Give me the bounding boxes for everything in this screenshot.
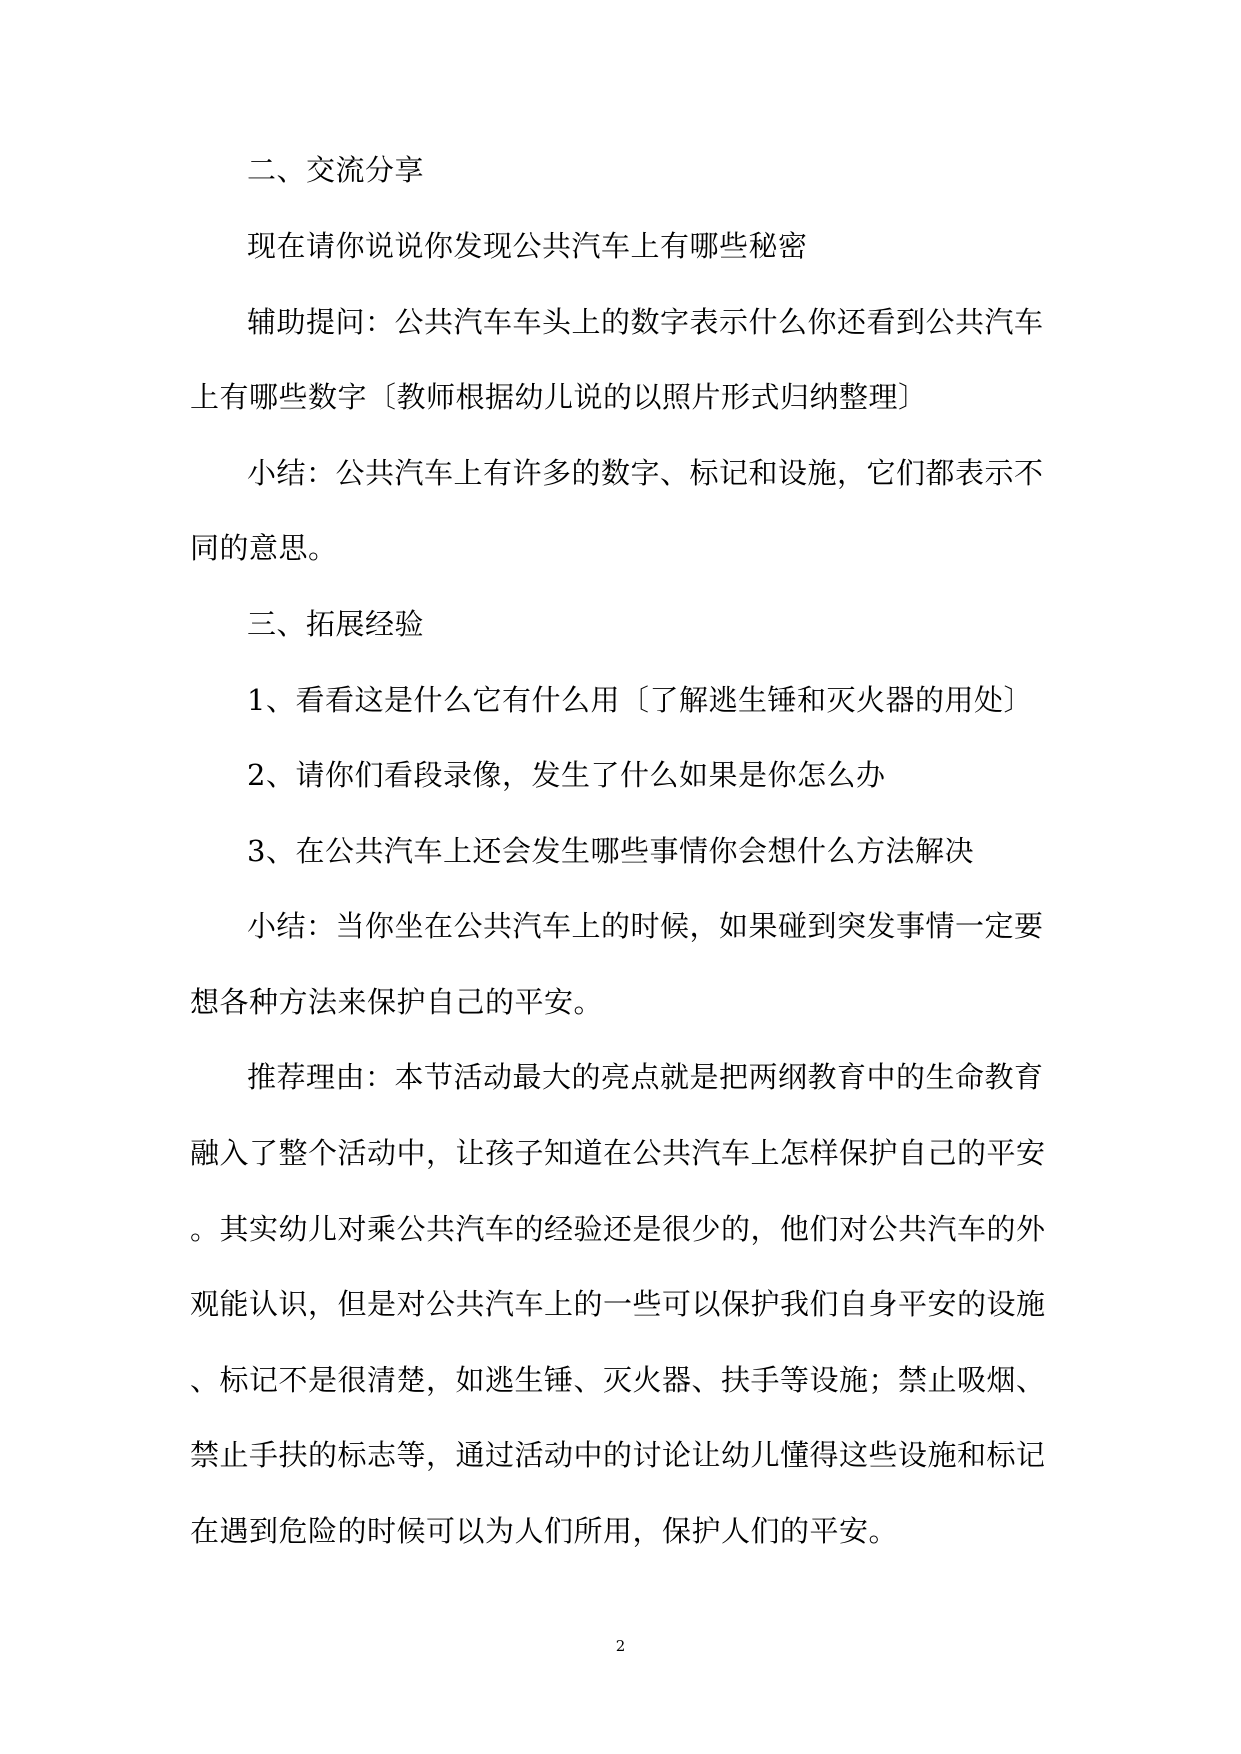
page-number: 2 xyxy=(615,1637,626,1655)
paragraph-line: 在遇到危险的时候可以为人们所用，保护人们的平安。 xyxy=(190,1514,899,1548)
paragraph-line: 推荐理由：本节活动最大的亮点就是把两纲教育中的生命教育 xyxy=(247,1060,1044,1094)
list-item: 2、请你们看段录像，发生了什么如果是你怎么办 xyxy=(247,758,886,792)
paragraph-line: 想各种方法来保护自己的平安。 xyxy=(190,985,604,1019)
paragraph-line: 。其实幼儿对乘公共汽车的经验还是很少的，他们对公共汽车的外 xyxy=(190,1212,1046,1246)
paragraph-line: 现在请你说说你发现公共汽车上有哪些秘密 xyxy=(247,229,808,263)
section-heading-extend: 三、拓展经验 xyxy=(247,607,425,641)
paragraph-line: 同的意思。 xyxy=(190,531,338,565)
list-item: 3、在公共汽车上还会发生哪些事情你会想什么方法解决 xyxy=(247,834,974,868)
paragraph-line: 辅助提问：公共汽车车头上的数字表示什么你还看到公共汽车 xyxy=(247,305,1044,339)
paragraph-line: 小结：公共汽车上有许多的数字、标记和设施，它们都表示不 xyxy=(247,456,1044,490)
list-item: 1、看看这是什么它有什么用〔了解逃生锤和灭火器的用处〕 xyxy=(247,683,1033,717)
paragraph-line: 、标记不是很清楚，如逃生锤、灭火器、扶手等设施；禁止吸烟、 xyxy=(190,1363,1046,1397)
section-heading-exchange: 二、交流分享 xyxy=(247,153,425,187)
paragraph-line: 小结：当你坐在公共汽车上的时候，如果碰到突发事情一定要 xyxy=(247,909,1044,943)
paragraph-line: 融入了整个活动中，让孩子知道在公共汽车上怎样保护自己的平安 xyxy=(190,1136,1046,1170)
paragraph-line: 禁止手扶的标志等，通过活动中的讨论让幼儿懂得这些设施和标记 xyxy=(190,1438,1046,1472)
paragraph-line: 观能认识，但是对公共汽车上的一些可以保护我们自身平安的设施 xyxy=(190,1287,1046,1321)
paragraph-line: 上有哪些数字〔教师根据幼儿说的以照片形式归纳整理〕 xyxy=(190,380,928,414)
